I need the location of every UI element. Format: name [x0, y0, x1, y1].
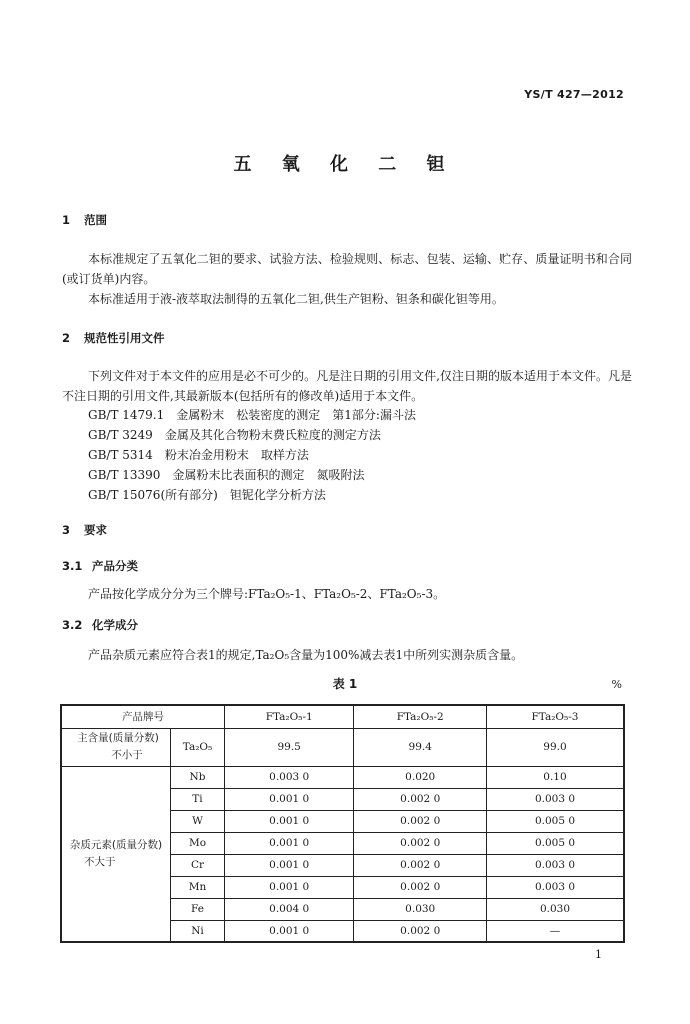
reference-code: GB/T 3249 [88, 428, 153, 442]
document-title: 五 氧 化 二 钽 [233, 154, 457, 175]
section-1-paragraph-2: 本标准适用于液-液萃取法制得的五氧化二钽,供生产钽粉、钽条和碳化钽等用。 [88, 292, 504, 306]
element-cell: Ni [171, 920, 225, 942]
section-3-heading [62, 522, 107, 538]
reference-title: 粉末冶金用粉末 取样方法 [164, 448, 309, 462]
section-number: 3.1 [62, 559, 83, 573]
label-line: 杂质元素(质量分数) [69, 838, 163, 851]
section-3-1-paragraph: 产品按化学成分分为三个牌号:FTa₂O₅-1、FTa₂O₅-2、FTa₂O₅-3。 [88, 587, 446, 601]
table-unit: % [611, 678, 622, 691]
value-cell: 0.005 0 [486, 810, 624, 832]
element-cell: Ta₂O₅ [171, 728, 225, 766]
reference-item [88, 426, 381, 443]
reference-code: GB/T 15076(所有部分) [88, 488, 218, 502]
value-cell: 0.10 [486, 766, 624, 788]
label-line: 不大于 [84, 855, 116, 868]
value-cell: 99.0 [486, 728, 624, 766]
reference-code: GB/T 5314 [88, 448, 153, 462]
value-cell: 0.002 0 [354, 788, 487, 810]
element-cell: Ti [171, 788, 225, 810]
value-cell: 0.004 0 [224, 898, 354, 920]
reference-title: 钽铌化学分析方法 [229, 488, 326, 502]
section-title: 范围 [84, 213, 107, 227]
section-3-2-paragraph: 产品杂质元素应符合表1的规定,Ta₂O₅含量为100%减去表1中所列实测杂质含量。 [88, 648, 524, 662]
value-cell: 0.002 0 [354, 854, 487, 876]
table-header-row [61, 705, 624, 728]
reference-item [88, 406, 416, 423]
section-title: 化学成分 [92, 618, 138, 632]
value-cell: 0.001 0 [224, 832, 354, 854]
section-1-paragraph-1: 本标准规定了五氧化二钽的要求、试验方法、检验规则、标志、包装、运输、贮存、质量证明书和合同(或订货单)内容。 [62, 252, 632, 286]
label-line: 不小于 [111, 749, 143, 761]
value-cell: 0.030 [486, 898, 624, 920]
reference-code: GB/T 13390 [88, 468, 161, 482]
element-cell: Mo [171, 832, 225, 854]
value-cell: 0.030 [354, 898, 487, 920]
section-number: 1 [62, 213, 71, 227]
reference-item [88, 486, 326, 503]
value-cell: 99.5 [224, 728, 354, 766]
value-cell: 0.001 0 [224, 810, 354, 832]
value-cell: 0.002 0 [354, 832, 487, 854]
section-title: 产品分类 [92, 559, 138, 573]
value-cell: 0.002 0 [354, 876, 487, 898]
table-row [61, 766, 624, 788]
header-cell: FTa₂O₅-1 [224, 705, 354, 728]
value-cell: 0.003 0 [486, 854, 624, 876]
header-cell: FTa₂O₅-2 [354, 705, 487, 728]
value-cell: 0.020 [354, 766, 487, 788]
element-cell: Cr [171, 854, 225, 876]
row-label [61, 766, 171, 942]
element-cell: Fe [171, 898, 225, 920]
page-number: 1 [595, 948, 602, 961]
chemical-composition-table [60, 704, 625, 943]
table-caption: 表 1 [332, 677, 358, 691]
value-cell: 0.002 0 [354, 810, 487, 832]
label-line: 主含量(质量分数) [77, 732, 159, 744]
section-number: 3.2 [62, 618, 83, 632]
section-3-1-heading [62, 558, 138, 574]
section-number: 2 [62, 331, 71, 345]
value-cell: 0.003 0 [486, 788, 624, 810]
value-cell: — [486, 920, 624, 942]
reference-title: 金属粉末比表面积的测定 氮吸附法 [172, 468, 365, 482]
row-label [61, 728, 171, 766]
section-title: 规范性引用文件 [84, 331, 165, 345]
reference-item [88, 446, 309, 463]
reference-title: 金属及其化合物粉末费氏粒度的测定方法 [164, 428, 381, 442]
section-2-paragraph-1: 下列文件对于本文件的应用是必不可少的。凡是注日期的引用文件,仅注日期的版本适用于本文件。凡是不注日期的引用文件,其最新版本(包括所有的修改单)适用于本文件。 [62, 369, 632, 403]
value-cell: 99.4 [354, 728, 487, 766]
section-1-heading [62, 212, 107, 228]
section-2-heading [62, 330, 165, 346]
reference-item [88, 466, 364, 483]
value-cell: 0.001 0 [224, 920, 354, 942]
header-cell: FTa₂O₅-3 [486, 705, 624, 728]
element-cell: W [171, 810, 225, 832]
reference-code: GB/T 1479.1 [88, 408, 165, 422]
value-cell: 0.003 0 [224, 766, 354, 788]
section-title: 要求 [84, 523, 107, 537]
value-cell: 0.001 0 [224, 788, 354, 810]
value-cell: 0.001 0 [224, 854, 354, 876]
value-cell: 0.001 0 [224, 876, 354, 898]
section-3-2-heading [62, 617, 138, 633]
value-cell: 0.002 0 [354, 920, 487, 942]
section-number: 3 [62, 523, 71, 537]
header-cell: 产品牌号 [61, 705, 224, 728]
element-cell: Mn [171, 876, 225, 898]
value-cell: 0.005 0 [486, 832, 624, 854]
element-cell: Nb [171, 766, 225, 788]
table-row [61, 728, 624, 766]
standard-code: YS/T 427—2012 [524, 88, 624, 101]
reference-title: 金属粉末 松装密度的测定 第1部分:漏斗法 [176, 408, 416, 422]
value-cell: 0.003 0 [486, 876, 624, 898]
